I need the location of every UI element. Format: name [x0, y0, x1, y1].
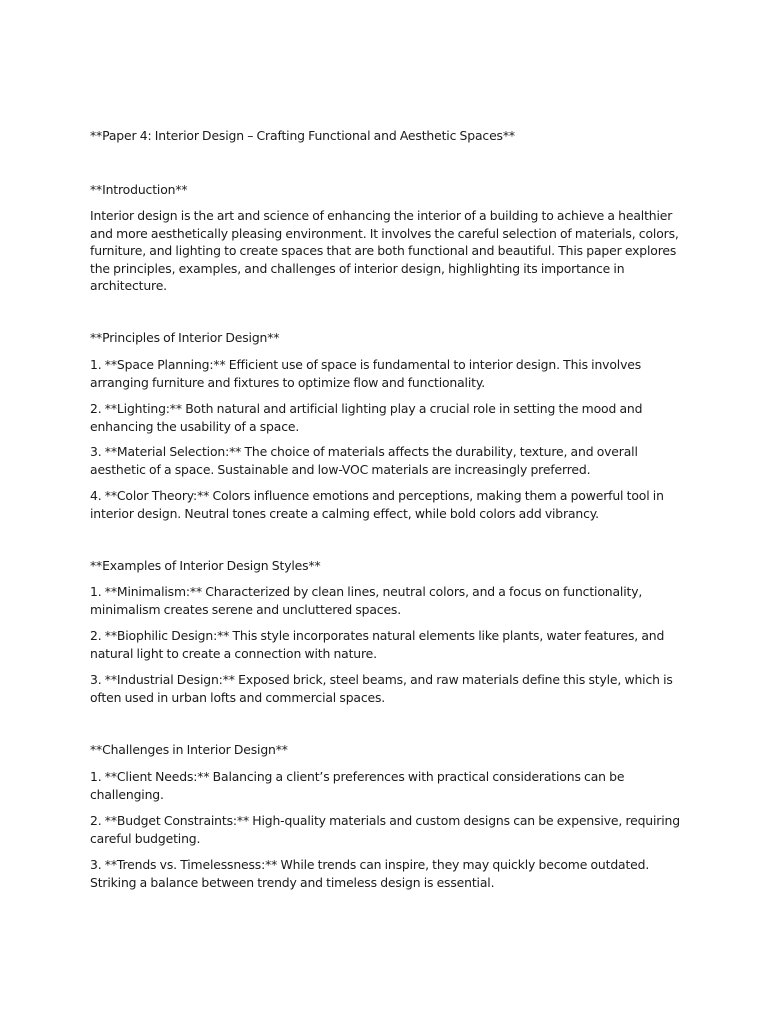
challenge-item-client-needs: 1. **Client Needs:** Balancing a client’s preferences with practical considerations can be challenging. — [90, 769, 625, 802]
principle-item-color-theory: 4. **Color Theory:** Colors influence emotions and perceptions, making them a powerful tool in interior design. Neutral tones create a calming effect, while bold colors add vibrancy. — [90, 488, 664, 521]
introduction-heading: **Introduction** — [90, 182, 188, 197]
introduction-paragraph: Interior design is the art and science of enhancing the interior of a building to achieve a healthier and more aesthetically pleasing environment. It involves the careful selection of materials, colors, furniture, and lighting to create spaces that are both functional and beautiful. This paper explores the principles, examples, and challenges of interior design, highlighting its importance in architecture. — [90, 208, 679, 293]
challenges-heading: **Challenges in Interior Design** — [90, 742, 288, 757]
principle-item-material-selection: 3. **Material Selection:** The choice of materials affects the durability, texture, and overall aesthetic of a space. Sustainable and low-VOC materials are increasingly preferred. — [90, 444, 638, 477]
challenge-item-trends-vs-timelessness: 3. **Trends vs. Timelessness:** While trends can inspire, they may quickly become outdated. Striking a balance between trendy and timeless design is essential. — [90, 857, 650, 890]
principles-heading: **Principles of Interior Design** — [90, 330, 280, 345]
principle-item-space-planning: 1. **Space Planning:** Efficient use of space is fundamental to interior design. This involves arranging furniture and fixtures to optimize flow and functionality. — [90, 357, 642, 390]
document-title: **Paper 4: Interior Design – Crafting Functional and Aesthetic Spaces** — [90, 128, 515, 143]
example-item-industrial-design: 3. **Industrial Design:** Exposed brick, steel beams, and raw materials define this style, which is often used in urban lofts and commercial spaces. — [90, 672, 673, 705]
examples-heading: **Examples of Interior Design Styles** — [90, 558, 321, 573]
example-item-biophilic-design: 2. **Biophilic Design:** This style incorporates natural elements like plants, water features, and natural light to create a connection with nature. — [90, 628, 665, 661]
example-item-minimalism: 1. **Minimalism:** Characterized by clean lines, neutral colors, and a focus on functionality, minimalism creates serene and uncluttered spaces. — [90, 584, 643, 617]
challenge-item-budget-constraints: 2. **Budget Constraints:** High-quality materials and custom designs can be expensive, requiring careful budgeting. — [90, 813, 680, 846]
principle-item-lighting: 2. **Lighting:** Both natural and artificial lighting play a crucial role in setting the mood and enhancing the usability of a space. — [90, 401, 643, 434]
